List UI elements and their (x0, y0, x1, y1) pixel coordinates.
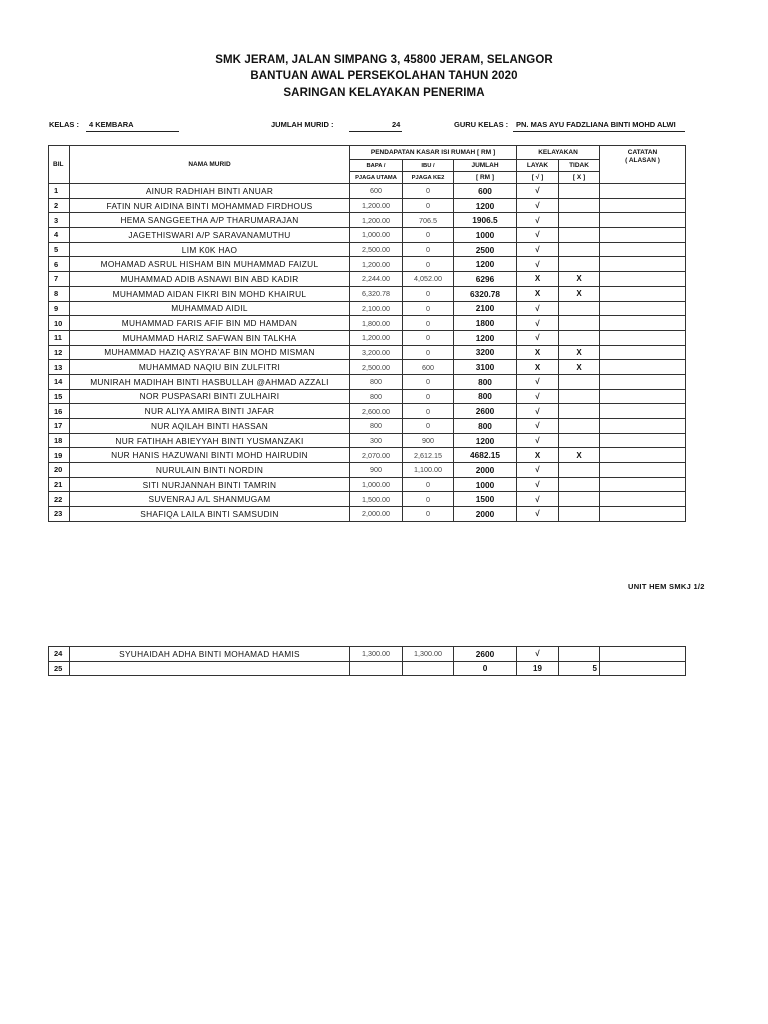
row-bil: 17 (49, 419, 70, 434)
row-nama-murid: MUHAMMAD ADIB ASNAWI BIN ABD KADIR (70, 272, 350, 287)
header-catatan-line1: CATATAN (627, 149, 658, 156)
row-nama-murid: HEMA SANGGEETHA A/P THARUMARAJAN (70, 213, 350, 228)
row-jumlah: 1906.5 (454, 213, 517, 228)
row-bil: 9 (49, 301, 70, 316)
header-nama-murid: NAMA MURID (70, 146, 350, 184)
table-row (49, 286, 686, 301)
row-ibu (403, 661, 454, 676)
row-bapa: 1,200.00 (350, 198, 403, 213)
kelas-underline (86, 131, 179, 132)
program-title: BANTUAN AWAL PERSEKOLAHAN TAHUN 2020 (250, 70, 518, 82)
table-row (49, 507, 686, 522)
row-jumlah: 6296 (454, 272, 517, 287)
row-layak: √ (517, 389, 559, 404)
row-jumlah: 1000 (454, 477, 517, 492)
table-row (49, 404, 686, 419)
row-catatan (600, 507, 686, 522)
header-catatan-line2: ( ALASAN ) (625, 157, 660, 164)
row-bil: 18 (49, 433, 70, 448)
row-bil: 13 (49, 360, 70, 375)
row-nama-murid: NUR FATIHAH ABIEYYAH BINTI YUSMANZAKI (70, 433, 350, 448)
row-ibu: 1,300.00 (403, 647, 454, 662)
row-catatan (600, 360, 686, 375)
row-ibu: 0 (403, 184, 454, 199)
row-catatan (600, 257, 686, 272)
row-bil: 4 (49, 228, 70, 243)
row-nama-murid: LIM K0K HAO (70, 242, 350, 257)
table-row (49, 257, 686, 272)
row-ibu: 0 (403, 419, 454, 434)
row-bapa: 1,800.00 (350, 316, 403, 331)
row-catatan (600, 184, 686, 199)
row-ibu: 0 (403, 316, 454, 331)
row-tidak (559, 198, 600, 213)
row-layak: √ (517, 242, 559, 257)
continuation-table (48, 646, 686, 676)
row-nama-murid: MUHAMMAD AIDIL (70, 301, 350, 316)
row-nama-murid: MOHAMAD ASRUL HISHAM BIN MUHAMMAD FAIZUL (70, 257, 350, 272)
row-jumlah: 3100 (454, 360, 517, 375)
row-jumlah: 6320.78 (454, 286, 517, 301)
row-bapa: 800 (350, 419, 403, 434)
table-row (49, 448, 686, 463)
row-nama-murid: JAGETHISWARI A/P SARAVANAMUTHU (70, 228, 350, 243)
row-layak: √ (517, 316, 559, 331)
row-nama-murid: NOR PUSPASARI BINTI ZULHAIRI (70, 389, 350, 404)
row-catatan (600, 330, 686, 345)
table-row (49, 184, 686, 199)
row-jumlah: 1200 (454, 433, 517, 448)
row-bapa: 800 (350, 374, 403, 389)
row-tidak (559, 330, 600, 345)
row-nama-murid: SUVENRAJ A/L SHANMUGAM (70, 492, 350, 507)
table-row (49, 272, 686, 287)
row-catatan (600, 242, 686, 257)
table-row (49, 242, 686, 257)
school-title: SMK JERAM, JALAN SIMPANG 3, 45800 JERAM, SELANGOR (215, 54, 553, 66)
row-tidak (559, 404, 600, 419)
row-nama-murid: SHAFIQA LAILA BINTI SAMSUDIN (70, 507, 350, 522)
row-bil: 1 (49, 184, 70, 199)
table-row (49, 330, 686, 345)
row-layak: √ (517, 419, 559, 434)
row-catatan (600, 198, 686, 213)
row-tidak: 5 (559, 661, 600, 676)
row-bapa: 1,200.00 (350, 213, 403, 228)
row-catatan (600, 661, 686, 676)
row-catatan (600, 404, 686, 419)
row-tidak: X (559, 360, 600, 375)
row-jumlah: 3200 (454, 345, 517, 360)
row-tidak (559, 184, 600, 199)
page-footer: UNIT HEM SMKJ 1/2 (628, 582, 705, 591)
row-nama-murid: SITI NURJANNAH BINTI TAMRIN (70, 477, 350, 492)
table-row (49, 433, 686, 448)
row-tidak (559, 213, 600, 228)
row-layak: X (517, 286, 559, 301)
row-ibu: 0 (403, 477, 454, 492)
table-row (49, 301, 686, 316)
row-tidak (559, 463, 600, 478)
table-row (49, 477, 686, 492)
row-ibu: 4,052.00 (403, 272, 454, 287)
row-layak: 19 (517, 661, 559, 676)
row-layak: √ (517, 301, 559, 316)
row-bil: 11 (49, 330, 70, 345)
row-ibu: 0 (403, 492, 454, 507)
row-tidak: X (559, 286, 600, 301)
row-ibu: 2,612.15 (403, 448, 454, 463)
row-tidak (559, 507, 600, 522)
row-nama-murid: MUHAMMAD HAZIQ ASYRA'AF BIN MOHD MISMAN (70, 345, 350, 360)
row-jumlah: 1500 (454, 492, 517, 507)
header-bapa-1: BAPA / (350, 160, 403, 172)
row-ibu: 0 (403, 257, 454, 272)
row-layak: X (517, 448, 559, 463)
row-layak: √ (517, 647, 559, 662)
row-layak: √ (517, 374, 559, 389)
header-catatan (600, 146, 686, 184)
row-jumlah: 1000 (454, 228, 517, 243)
row-bapa: 2,500.00 (350, 242, 403, 257)
row-ibu: 0 (403, 286, 454, 301)
row-catatan (600, 213, 686, 228)
row-bil: 10 (49, 316, 70, 331)
row-catatan (600, 647, 686, 662)
row-layak: √ (517, 184, 559, 199)
table-row (49, 374, 686, 389)
row-layak: √ (517, 507, 559, 522)
row-bil: 16 (49, 404, 70, 419)
row-bapa: 6,320.78 (350, 286, 403, 301)
header-tidak-2: [ X ] (559, 172, 600, 184)
row-layak: √ (517, 463, 559, 478)
row-bil: 12 (49, 345, 70, 360)
row-tidak: X (559, 272, 600, 287)
row-catatan (600, 448, 686, 463)
table-row (49, 647, 686, 662)
row-layak: √ (517, 404, 559, 419)
row-layak: √ (517, 198, 559, 213)
row-layak: √ (517, 433, 559, 448)
header-pendapatan: PENDAPATAN KASAR ISI RUMAH [ RM ] (350, 146, 517, 160)
screening-title: SARINGAN KELAYAKAN PENERIMA (283, 87, 485, 99)
row-bil: 14 (49, 374, 70, 389)
header-layak-2: [ √ ] (517, 172, 559, 184)
row-ibu: 0 (403, 330, 454, 345)
row-catatan (600, 492, 686, 507)
row-catatan (600, 301, 686, 316)
row-tidak (559, 301, 600, 316)
row-tidak (559, 257, 600, 272)
row-bil: 7 (49, 272, 70, 287)
row-catatan (600, 286, 686, 301)
jumlah-murid-label: JUMLAH MURID : (271, 120, 334, 129)
row-layak: √ (517, 213, 559, 228)
row-catatan (600, 316, 686, 331)
row-bapa (350, 661, 403, 676)
row-ibu: 0 (403, 228, 454, 243)
row-jumlah: 1200 (454, 330, 517, 345)
row-bil: 23 (49, 507, 70, 522)
row-ibu: 600 (403, 360, 454, 375)
row-jumlah: 2000 (454, 507, 517, 522)
row-bil: 6 (49, 257, 70, 272)
row-jumlah: 2600 (454, 647, 517, 662)
row-nama-murid: MUNIRAH MADIHAH BINTI HASBULLAH @AHMAD AZZALI (70, 374, 350, 389)
row-layak: X (517, 360, 559, 375)
row-jumlah: 2000 (454, 463, 517, 478)
row-catatan (600, 374, 686, 389)
row-catatan (600, 389, 686, 404)
header-ibu-1: IBU / (403, 160, 454, 172)
row-tidak (559, 477, 600, 492)
row-jumlah: 2100 (454, 301, 517, 316)
row-bapa: 2,600.00 (350, 404, 403, 419)
row-bapa: 2,070.00 (350, 448, 403, 463)
row-ibu: 706.5 (403, 213, 454, 228)
row-jumlah: 2500 (454, 242, 517, 257)
header-kelayakan: KELAYAKAN (517, 146, 600, 160)
row-jumlah: 2600 (454, 404, 517, 419)
row-bapa: 900 (350, 463, 403, 478)
row-bapa: 1,300.00 (350, 647, 403, 662)
row-bapa: 3,200.00 (350, 345, 403, 360)
row-bil: 25 (49, 661, 70, 676)
row-catatan (600, 477, 686, 492)
jumlah-murid-underline (349, 131, 402, 132)
row-bapa: 1,500.00 (350, 492, 403, 507)
row-bil: 2 (49, 198, 70, 213)
row-tidak (559, 242, 600, 257)
row-bapa: 600 (350, 184, 403, 199)
row-ibu: 0 (403, 507, 454, 522)
row-tidak (559, 492, 600, 507)
screening-table (48, 145, 686, 522)
row-jumlah: 800 (454, 419, 517, 434)
row-nama-murid: NUR AQILAH BINTI HASSAN (70, 419, 350, 434)
jumlah-murid-value: 24 (392, 120, 401, 129)
header-jumlah-2: [ RM ] (454, 172, 517, 184)
row-nama-murid: NURULAIN BINTI NORDIN (70, 463, 350, 478)
table-row (49, 198, 686, 213)
row-layak: X (517, 272, 559, 287)
row-ibu: 0 (403, 404, 454, 419)
table-row (49, 389, 686, 404)
row-bil: 20 (49, 463, 70, 478)
row-nama-murid: FATIN NUR AIDINA BINTI MOHAMMAD FIRDHOUS (70, 198, 350, 213)
row-tidak: X (559, 345, 600, 360)
row-nama-murid: SYUHAIDAH ADHA BINTI MOHAMAD HAMIS (70, 647, 350, 662)
row-bil: 5 (49, 242, 70, 257)
table-row (49, 419, 686, 434)
row-jumlah: 800 (454, 389, 517, 404)
row-tidak (559, 228, 600, 243)
row-ibu: 0 (403, 374, 454, 389)
table-row (49, 661, 686, 676)
kelas-value: 4 KEMBARA (89, 120, 134, 129)
row-nama-murid: MUHAMMAD FARIS AFIF BIN MD HAMDAN (70, 316, 350, 331)
table-row (49, 463, 686, 478)
row-ibu: 0 (403, 198, 454, 213)
row-ibu: 0 (403, 301, 454, 316)
table-row (49, 228, 686, 243)
row-jumlah: 600 (454, 184, 517, 199)
row-layak: X (517, 345, 559, 360)
row-bapa: 1,200.00 (350, 330, 403, 345)
header-tidak-1: TIDAK (559, 160, 600, 172)
row-tidak (559, 647, 600, 662)
row-bapa: 1,000.00 (350, 228, 403, 243)
row-jumlah: 4682.15 (454, 448, 517, 463)
row-nama-murid: NUR HANIS HAZUWANI BINTI MOHD HAIRUDIN (70, 448, 350, 463)
table-row (49, 316, 686, 331)
row-ibu: 0 (403, 345, 454, 360)
header-bil: BIL (49, 146, 70, 184)
row-jumlah: 800 (454, 374, 517, 389)
table-row (49, 213, 686, 228)
row-bapa: 2,000.00 (350, 507, 403, 522)
row-tidak (559, 433, 600, 448)
row-bil: 19 (49, 448, 70, 463)
row-nama-murid: MUHAMMAD HARIZ SAFWAN BIN TALKHA (70, 330, 350, 345)
row-layak: √ (517, 330, 559, 345)
table-row (49, 492, 686, 507)
row-bapa: 1,000.00 (350, 477, 403, 492)
row-bapa: 1,200.00 (350, 257, 403, 272)
header-jumlah-1: JUMLAH (454, 160, 517, 172)
row-tidak: X (559, 448, 600, 463)
table-row (49, 360, 686, 375)
kelas-label: KELAS : (49, 120, 79, 129)
row-bil: 21 (49, 477, 70, 492)
guru-kelas-underline (513, 131, 685, 132)
row-jumlah: 1200 (454, 198, 517, 213)
header-layak-1: LAYAK (517, 160, 559, 172)
row-nama-murid: MUHAMMAD AIDAN FIKRI BIN MOHD KHAIRUL (70, 286, 350, 301)
row-catatan (600, 272, 686, 287)
row-bil: 8 (49, 286, 70, 301)
row-ibu: 1,100.00 (403, 463, 454, 478)
header-ibu-2: PJAGA KE2 (403, 172, 454, 184)
row-layak: √ (517, 477, 559, 492)
row-layak: √ (517, 492, 559, 507)
row-tidak (559, 374, 600, 389)
row-layak: √ (517, 257, 559, 272)
row-ibu: 900 (403, 433, 454, 448)
row-nama-murid (70, 661, 350, 676)
row-bil: 15 (49, 389, 70, 404)
row-ibu: 0 (403, 242, 454, 257)
row-bil: 22 (49, 492, 70, 507)
row-bil: 24 (49, 647, 70, 662)
row-nama-murid: AINUR RADHIAH BINTI ANUAR (70, 184, 350, 199)
row-layak: √ (517, 228, 559, 243)
row-bapa: 300 (350, 433, 403, 448)
row-nama-murid: NUR ALIYA AMIRA BINTI JAFAR (70, 404, 350, 419)
row-bapa: 800 (350, 389, 403, 404)
row-catatan (600, 463, 686, 478)
row-ibu: 0 (403, 389, 454, 404)
row-bil: 3 (49, 213, 70, 228)
row-tidak (559, 316, 600, 331)
row-nama-murid: MUHAMMAD NAQIU BIN ZULFITRI (70, 360, 350, 375)
table-row (49, 345, 686, 360)
row-jumlah: 0 (454, 661, 517, 676)
row-catatan (600, 433, 686, 448)
row-bapa: 2,244.00 (350, 272, 403, 287)
row-bapa: 2,500.00 (350, 360, 403, 375)
row-tidak (559, 389, 600, 404)
guru-kelas-value: PN. MAS AYU FADZLIANA BINTI MOHD ALWI (516, 120, 676, 129)
row-tidak (559, 419, 600, 434)
row-bapa: 2,100.00 (350, 301, 403, 316)
row-catatan (600, 228, 686, 243)
row-catatan (600, 345, 686, 360)
row-jumlah: 1800 (454, 316, 517, 331)
header-bapa-2: PJAGA UTAMA (350, 172, 403, 184)
row-catatan (600, 419, 686, 434)
row-jumlah: 1200 (454, 257, 517, 272)
guru-kelas-label: GURU KELAS : (454, 120, 509, 129)
